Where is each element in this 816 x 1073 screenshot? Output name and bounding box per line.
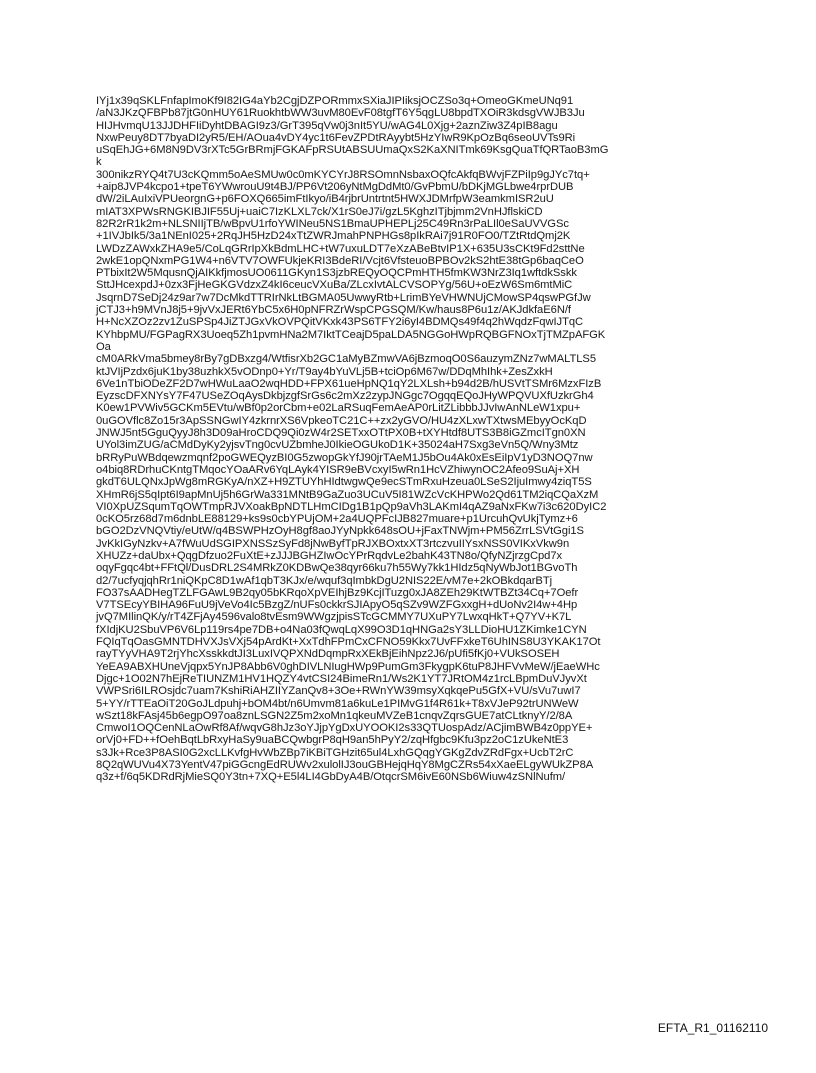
text-line: JNWJ5nt5GguQyyJ8h3D09aHroCDQ9Qi0zW4r2SETxxOTtPX0B+tXYHtdf8UTS3B8iGZmcITgn0XN (96, 427, 586, 440)
text-line: bGO2DzVNQVtiy/eUtW/q4BSWPHzOyH8gf8aoJYyNpkk648sOU+jFaxTNWjm+PM56ZrrLSVtGgi1S (96, 525, 584, 538)
text-line: JvKkIGyNzkv+A7fWuUdSGIPXNSSzSyFd8jNwByfTpRJXBOxtxXT3rtczvuIIYsxNSS0VIKxVkw9n (96, 537, 570, 550)
text-line: fXIdjKU2SbuVP6V6Lp119rs4pe7DB+o4Na03fQwqLqX99O3D1qHNGa2sY3LLDioHU1ZKimke1CYN (96, 623, 587, 636)
text-line: d2/7ucfyqjqhRr1niQKpC8D1wAf1qbT3KJx/e/wquf3qImbkDgU2NIS22E/vM7e+2kOBkdqarBTj (96, 574, 553, 587)
text-line: mIAT3XPWsRNGKIBJIF55Uj+uaiC7IzKLXL7ck/X1rS0eJ7i/gzL5KghzITjbjmm2VnHJflskiCD (96, 205, 543, 218)
text-line: Djgc+1O02N7hEjReTIUNZM1HV1HQZY4vtCSI24BimeRn1/Ws2K1YT7JRtOM4z1rcLBpmDuVJyvXt (96, 672, 587, 685)
text-line: orVj0+FD++fOehBqtLbRxyHaSy9uaBCQwbgrP8qH9an5hPyY2/zqHfgbc9Kfu3pz2oC1zUkeNtE3 (96, 734, 569, 747)
text-line: oqyFgqc4bt+FFtQl/DusDRL2S4MRkZ0KDBwQe38qyr66ku7h55Wy7kk1HIdz5qNyWbJot1BGvoTh (96, 562, 578, 575)
document-id-label: EFTA_R1_01162110 (657, 1021, 768, 1035)
text-line: dW/2iLAuIxiVPUeorgnG+p6FOXQ665imFtIkyo/iB4rjbrUntrtnt5HWXJDMrfpW3eamkmISR2uU (96, 193, 554, 206)
text-line: k (96, 156, 102, 169)
text-line: VWPSri6ILROsjdc7uam7KshiRiAHZIIYZanQv8+3Oe+RWnYW39msyXqkqePu5GfX+VU/sVu7uwI7 (96, 685, 581, 698)
text-line: 0uGOVflc8Zo15r3ApSSNGwIY4zkrnrXS6VpkeoTC21C++zx2yGVO/HU4zXLxwTXtwsMEbyyOcKqD (96, 414, 587, 427)
text-line: IYj1x39qSKLFnfapImoKf9I82IG4aYb2CgjDZPORmmxSXiaJIPIiksjOCZSo3q+OmeoGKmeUNq91 (96, 95, 574, 107)
encoded-text-block (96, 95, 736, 784)
text-line: gkdT6ULQNxJpWg8mRGKyA/nXZ+H9ZTUYhHIdtwgwQe9ecSTmRxuHzeua0LSeS2IjuImwy4ziqT5S (96, 476, 592, 489)
text-line: 5+YY/rTTEaOiT20GoJLdpuhj+bOM4bt/n6Umvm81a6kuLe1PIMvG1f4R61k+T8xVJeP92trUNWeW (96, 697, 579, 710)
text-line: q3z+f/6q5KDRdRjMieSQ0Y3tn+7XQ+E5l4LI4GbDyA4B/OtqcrSM6ivE60NSb6Wiuw4zSNlNufm/ (96, 771, 566, 784)
text-line: bRRyPuWBdqewzmqnf2poGWEQyzBI0G5zwopGkYfJ90jrTAeM1J5bOu4Ak0xEsEiIpV1yD3NOQ7nw (96, 451, 593, 464)
text-line: +aip8JVP4kcpo1+tpeT6YWwrouU9t4BJ/PP6Vt206yNtMgDdMt0/GvPbmU/bDKjMGLbwe4rprDUB (96, 181, 574, 194)
text-line: NxwPeuy8DT7byaDI2yR5/EH/AOua4vDY4yc1t6FevZPDtRAyybt5HzYIwR9KpOzBq6seoUVTs9Ri (96, 131, 576, 144)
text-line: XHUZz+daUbx+QqgDfzuo2FuXtE+zJJJBGHZIwOcYPrRqdvLe2bahK43TN8o/QfyNZjrzgCpd7x (96, 549, 563, 562)
text-line: /aN3JKzQFBPb87jtG0nHUY61RuokhtbWW3uvM80EvF08tgfT6Y5qgLU8bpdTXOiR3kdsgVWJB3Ju (96, 107, 585, 120)
text-line: FQIqTqOasGMNTDHVXJsVXj54pArdKt+XxTdhFPmCxCFNO59Kkx7UvFFxkeT6UhINS8U3YKAK17Ot (96, 636, 601, 649)
text-line: V7TSEcyYBIHA96FuU9jVeVo4Ic5BzgZ/nUFs0ckkrSJIApyO5qSZv9WZFGxxgH+dUoNv2I4w+4Hp (96, 599, 578, 612)
text-line: 2wkE1opQNxmPG1W4+n6VTV7OWFUkjeKRI3BdeRI/Vcjt6VfsteuoBPBOv2kS2htE38tGp6baqCeO (96, 254, 584, 267)
text-line: wSzt18kFAsj45b6egpO97oa8znLSGN2Z5m2xoMn1qkeuMVZeB1cnqvZqrsGUE7atCLtknyY/2/8A (96, 709, 573, 722)
text-line: 6Ve1nTbiODeZF2D7wHWuLaaO2wqHDD+FPX61ueHpNQ1qY2LXLsh+b94d2B/hUSVtTSMr6MzxFIzB (96, 377, 602, 390)
text-line: EyzscDFXNYsY7F47USeZOqAysDkbjzgfSrGs6c2mXz2zypJNGgc7OgqqEQoJHyWPQVUXfUzkrGh4 (96, 390, 594, 403)
text-line: jvQ7MIlinQK/y/rT4ZFjAy4596valo8tvEsm9WWgzjpisSTcGCMMY7UXuPY7LwxqHkT+Q7YV+K7L (96, 611, 572, 624)
text-line: 82R2rR1k2m+NLSNIIjTB/wBpvU1rfoYWINeu5NS1BmaUPHEPLj25C49Rn3rPaLIl0eSaUVVGSc (96, 217, 569, 230)
text-line: SttJHcexpdJ+0zx3FjHeGKGVdzxZ4kI6ceucVXuBa/ZLcxIvtALCVSOPYg/56U+oEzW6Sm6mtMiC (96, 279, 573, 292)
text-line: o4biq8RDrhuCKntgTMqocYOaARv6YqLAyk4YISR9eBVcxyI5wRn1HcVZhiwynOC2Afeo9SuAj+XH (96, 463, 580, 476)
text-line: KYhbpMU/FGPagRX3Uoeq5Zh1pvmHNa2M7IktTCeajD5paLDA5NGGoHWpRQBGFNOxTjTMZpAFGK (96, 328, 606, 341)
text-line: rayTYyVHA9T2rjYhcXsskkdtJI3LuxIVQPXNdDqmpRxXEkBjEihNpz2J6/pUfi5fKj0+VUkSOSEH (96, 648, 560, 661)
text-line: CmwoI1OQCenNLaOwRf8Af/wqvG8hJz3oYJjpYgDxUYOOKI2s33QTUospAdz/ACjimBWB4z0ppYE+ (96, 722, 593, 735)
text-line: PTbixIt2W5MqusnQjAIKkfjmosUO0611GKyn1S3jzbREQyOQCPmHTH5fmKW3NrZ3Iq1wftdkSskk (96, 267, 577, 280)
text-line: ktJVIjPzdx6juK1by38uzhkX5vODnp0+Yr/T9ay4bYuVLj5B+tciOp6M67w/DDqMhIhk+ZesZxkH (96, 365, 553, 378)
text-line: 300nikzRYQ4t7U3cKQmm5oAeSMUw0c0mKYCYrJ8RSOmnNsbaxOQfcAkfqBWvjFZPiIp9gJYc7tq+ (96, 168, 590, 181)
text-line: JsqrnD7SeDj24z9ar7w7DcMkdTTRIrNkLtBGMA05UwwyRtb+LrimBYeVHWNUjCMowSP4qswPGfJw (96, 291, 591, 304)
text-line: +1IVJbIk5/3a1NEnI025+2RqJH5HzD24xTtZWRJmahPNPHGs8pIkRAi7j91R0FO0/TZtRtdQmj2K (96, 230, 571, 243)
text-line: s3Jk+Rce3P8ASI0G2xcLLKvfgHvWbZBp7iKBiTGHzit65ul4LxhGQqgYGKgZdvZRdFgx+UcbT2rC (96, 746, 574, 759)
text-line: FO37sAADHegTZLFGAwL9B2qy05bKRqoXpVEIhjBz9KcjITuzg0xJA8ZEh29KtWTBZt34Cq+7Oefr (96, 586, 579, 599)
text-line: 0cKO5rz68d7m6dnbLE88129+ks9s0cbYPUjOM+2a4UQPFcIJB827muare+p1UrcuhQvUkjTymz+6 (96, 513, 578, 526)
text-line: Oa (96, 340, 111, 353)
text-line: XHmR6jS5qIpt6I9apMnUj5h6GrWa331MNtB9GaZuo3UCuV5I81WZcVcKHPWo2Qd61TM2iqCQaXzM (96, 488, 599, 501)
text-line: VI0XpUZSqumTqOWTmpRJVXoakBpNDTLHmCIDg1B1pQp9aVh3LAKmI4qAZ9aNxFKw7i3c620DyIC2 (96, 500, 607, 513)
text-line: 8Q2qWUVu4X73YentV47piGGcngEdRUWv2xulolIJ3ouGBHejqHqY8MgCZRs54xXaeELgyWUkZP8A (96, 759, 594, 772)
text-line: K0ew1PVWiv5GCKm5EVtu/wBf0p2orCbm+e02LaRSuqFemAeAP0rLitZLibbbJJvIwAnNLeW1xpu+ (96, 402, 581, 415)
text-line: uSqEhJG+6M8N9DV3rXTc5GrBRmjFGKAFpRSUtABSUUmaQxS2KaXNITmk69KsgQuaTfQRTaoB3mG (96, 144, 609, 157)
text-line: cM0ARkVma5bmey8rBy7gDBxzg4/WtfisrXb2GC1aMyBZmwVA6jBzmoqO0S6auzymZNz7wMALTLS5 (96, 353, 596, 366)
text-line: YeEA9ABXHUneVjqpx5YnJP8Abb6V0ghDIVLNIugHWp9PumGm3FkygpK6tuP8JHFVvMeW/jEaeWHc (96, 660, 600, 673)
text-line: H+NcXZOz2zv1ZuSPSp4JiZTJGxVkOVPQitVKxk43PS6TFY2i6yI4BDMQs49f4q2hWqdzFqwIJTqC (96, 316, 584, 329)
text-line: HIJHvmqU13JJDHFIiDyhtDBAGI9z3/GrT395qVw0j3nIt5YU/wAG4L0Xjg+2aznZiw3Z4pIB8agu (96, 119, 558, 132)
text-line: UYol3imZUG/aCMdDyKy2yjsvTng0cvUZbmheJ0IkieOGUkoD1K+35024aH7Sxg3eVn5Q/Wny3Mtz (96, 439, 579, 452)
text-line: jCTJ3+h9MVnJ8j5+9jvVxJERt6YbC5x6H0pNFRZrWspCPGSQM/Kw/haus8P6u1z/AKJdkfaE6N/f (96, 304, 571, 317)
text-line: LWDzZAWxkZHA9e5/CoLqGRrIpXkBdmLHC+tW7uxuLDT7eXzABeBtvIP1X+635U3sCKt9Fd2sttNe (96, 242, 585, 255)
